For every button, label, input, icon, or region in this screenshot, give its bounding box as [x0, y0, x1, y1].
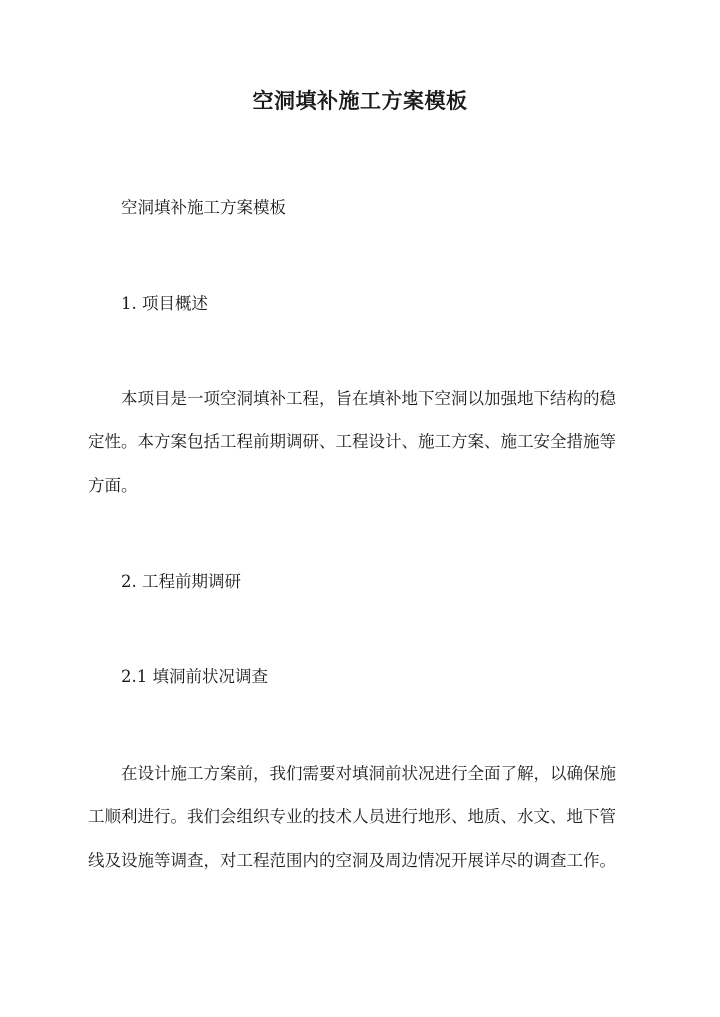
document-title: 空洞填补施工方案模板 [252, 88, 468, 113]
paragraph-line: 在设计施工方案前，我们需要对填洞前状况进行全面了解，以确保施 [121, 764, 616, 783]
paragraph-line: 方面。 [88, 476, 138, 495]
section-heading-1: 1. 项目概述 [121, 294, 208, 313]
paragraph-line: 工顺利进行。我们会组织专业的技术人员进行地形、地质、水文、地下管 [88, 807, 616, 826]
paragraph-line: 线及设施等调查，对工程范围内的空洞及周边情况开展详尽的调查工作。 [88, 851, 616, 870]
document-subtitle: 空洞填补施工方案模板 [121, 198, 286, 217]
paragraph-line: 本项目是一项空洞填补工程，旨在填补地下空洞以加强地下结构的稳 [121, 389, 616, 408]
section-heading-2: 2. 工程前期调研 [121, 572, 241, 591]
paragraph-line: 定性。本方案包括工程前期调研、工程设计、施工方案、施工安全措施等 [88, 432, 616, 451]
subsection-heading-2-1: 2.1 填洞前状况调查 [121, 667, 268, 686]
